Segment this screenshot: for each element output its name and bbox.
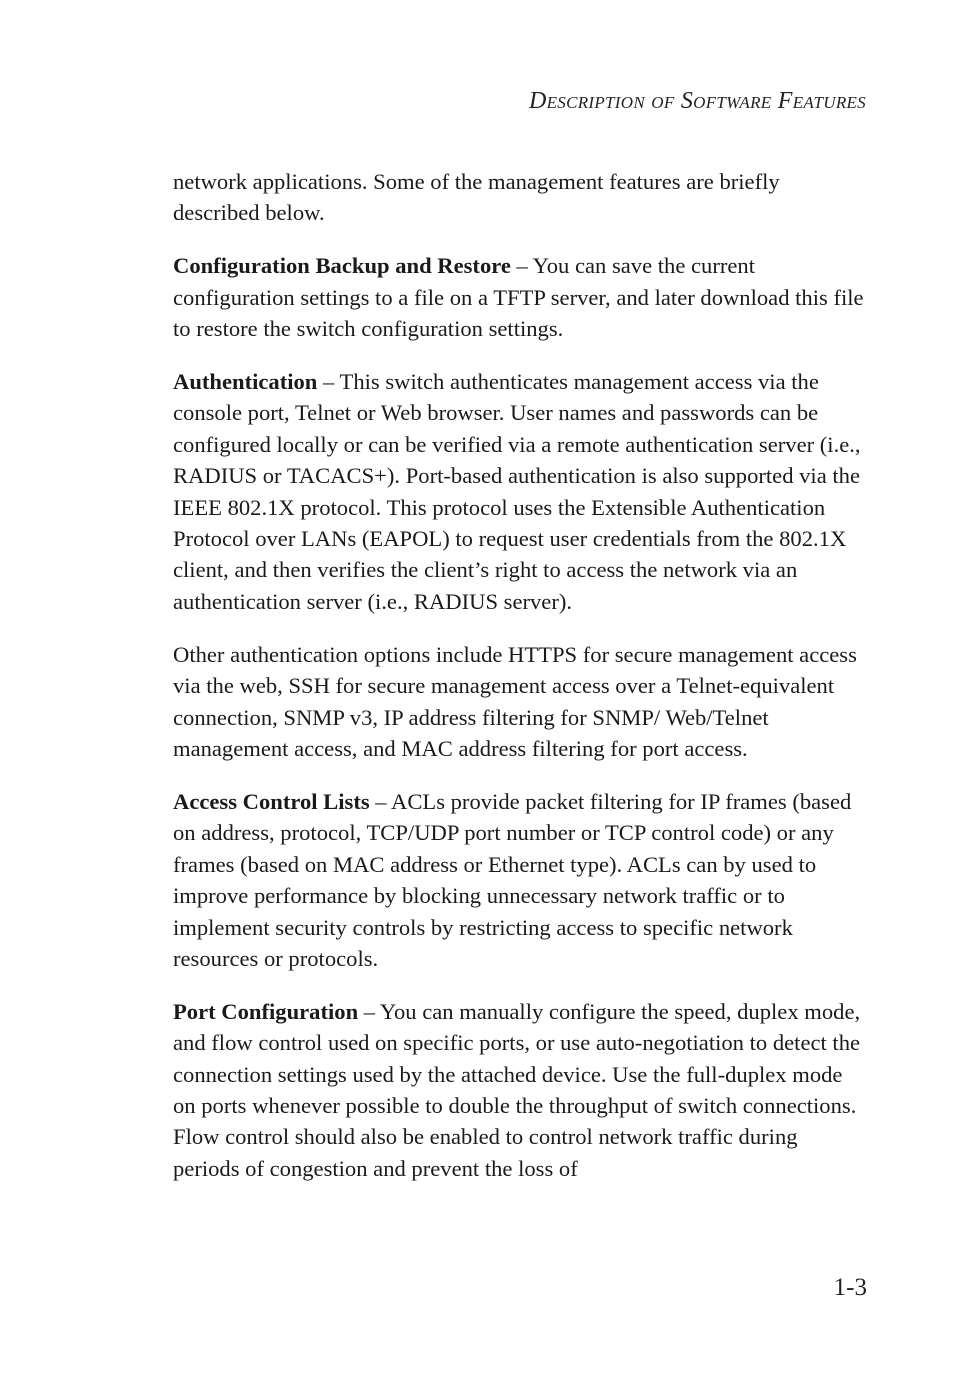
paragraph-text: You can save the current configuration settings to a file on a TFTP server, and later download this file to restore the switch configuration settings. xyxy=(173,253,864,342)
paragraph-text: This switch authenticates management access via the console port, Telnet or Web browser. User names and passwords can be configured locally or can be verified via a remote authentication server (i.e., RADIUS or TACACS+). Port-based authentication is also supported via the IEEE 802.1X protocol. This protocol uses the Extensible Authentication Protocol over LANs (EAPOL) to request user credentials from the 802.1X client, and then verifies the client’s right to access the network via an authentication server (i.e., RADIUS server). xyxy=(173,369,861,614)
paragraph-text: You can manually configure the speed, duplex mode, and flow control used on specific ports, or use auto-negotiation to detect the connection settings used by the attached device. Use the full-duplex mode on ports whenever possible to double the throughput of switch connections. Flow control should also be enabled to control network traffic during periods of congestion and prevent the loss of xyxy=(173,998,861,1181)
term-port-configuration: Port Configuration xyxy=(173,998,359,1024)
em-dash: – xyxy=(358,998,380,1024)
paragraph-acl xyxy=(173,786,868,974)
paragraph-text: ACLs provide packet filtering for IP frames (based on address, protocol, TCP/UDP port number or TCP control code) or any frames (based on MAC address or Ethernet type). ACLs can by used to improve performance by blocking unnecessary network traffic or to implement security controls by restricting access to specific network resources or protocols. xyxy=(173,788,852,971)
paragraph-config-backup xyxy=(173,250,868,344)
paragraph-intro xyxy=(173,166,868,229)
em-dash: – xyxy=(510,253,533,279)
paragraph-text: network applications. Some of the management features are briefly described below. xyxy=(173,169,780,226)
body-text xyxy=(173,166,868,1206)
paragraph-other-auth xyxy=(173,639,868,765)
term-access-control-lists: Access Control Lists xyxy=(173,788,370,814)
em-dash: – xyxy=(369,788,391,814)
term-config-backup: Configuration Backup and Restore xyxy=(173,253,511,279)
paragraph-port-config xyxy=(173,996,868,1184)
paragraph-authentication xyxy=(173,366,868,617)
page-number: 1-3 xyxy=(833,1274,867,1301)
running-header: Description of Software Features xyxy=(528,88,866,114)
term-authentication: Authentication xyxy=(173,369,318,395)
paragraph-text: Other authentication options include HTTPS for secure management access via the web, SSH for secure management access over a Telnet-equivalent connection, SNMP v3, IP address filtering for SNMP/ Web/Telnet management access, and MAC address filtering for port access. xyxy=(173,641,857,761)
em-dash: – xyxy=(317,369,340,395)
